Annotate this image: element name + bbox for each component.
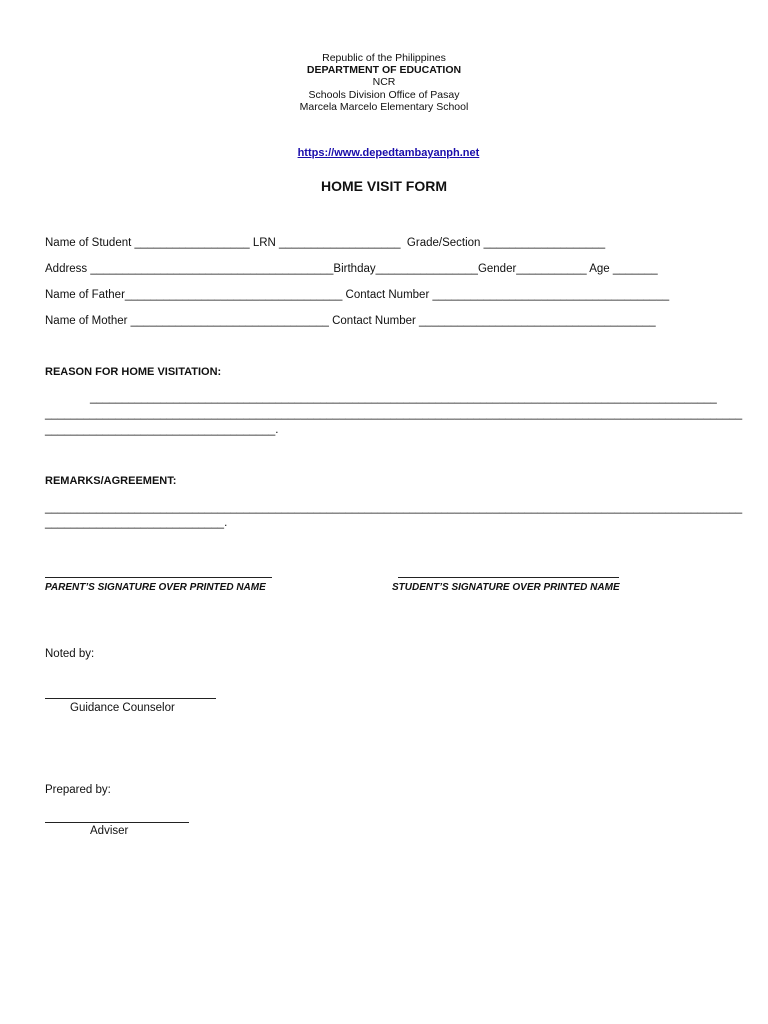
reason-heading: REASON FOR HOME VISITATION: [45, 366, 222, 378]
form-title: HOME VISIT FORM [321, 178, 447, 194]
header-division: Schools Division Office of Pasay [308, 89, 460, 101]
reason-line-1: __________________________________________________________________________________________________ [90, 392, 717, 404]
parent-signature-line [45, 577, 272, 578]
header-region: NCR [372, 76, 396, 88]
remarks-line-2: ____________________________. [45, 517, 228, 529]
mother-row: Name of Mother _______________________________ Contact Number _____________________________________ [45, 315, 656, 327]
student-info-row: Name of Student __________________ LRN ___________________ Grade/Section ___________________ [45, 237, 606, 249]
counselor-signature-line [45, 698, 216, 699]
student-signature-line [398, 577, 619, 578]
header-school: Marcela Marcelo Elementary School [299, 101, 469, 113]
adviser-role: Adviser [90, 825, 129, 837]
website-link[interactable]: https://www.depedtambayanph.net [297, 147, 480, 159]
parent-signature-label: PARENT’S SIGNATURE OVER PRINTED NAME [45, 582, 266, 593]
address-row: Address ______________________________________Birthday________________Gender___________ Age _______ [45, 263, 658, 275]
adviser-signature-line [45, 822, 189, 823]
reason-line-2: _____________________________________________________________________________________________________________ [45, 408, 743, 420]
prepared-by-label: Prepared by: [45, 784, 111, 796]
noted-by-label: Noted by: [45, 648, 95, 660]
reason-line-3: ____________________________________. [45, 424, 279, 436]
father-row: Name of Father__________________________________ Contact Number _____________________________________ [45, 289, 670, 301]
header-republic: Republic of the Philippines [322, 52, 446, 64]
remarks-line-1: _____________________________________________________________________________________________________________ [45, 502, 743, 514]
counselor-role: Guidance Counselor [70, 702, 175, 714]
header-department: DEPARTMENT OF EDUCATION [306, 64, 462, 76]
header-link-wrap [0, 125, 768, 161]
remarks-heading: REMARKS/AGREEMENT: [45, 475, 177, 487]
student-signature-label: STUDENT’S SIGNATURE OVER PRINTED NAME [392, 582, 620, 593]
